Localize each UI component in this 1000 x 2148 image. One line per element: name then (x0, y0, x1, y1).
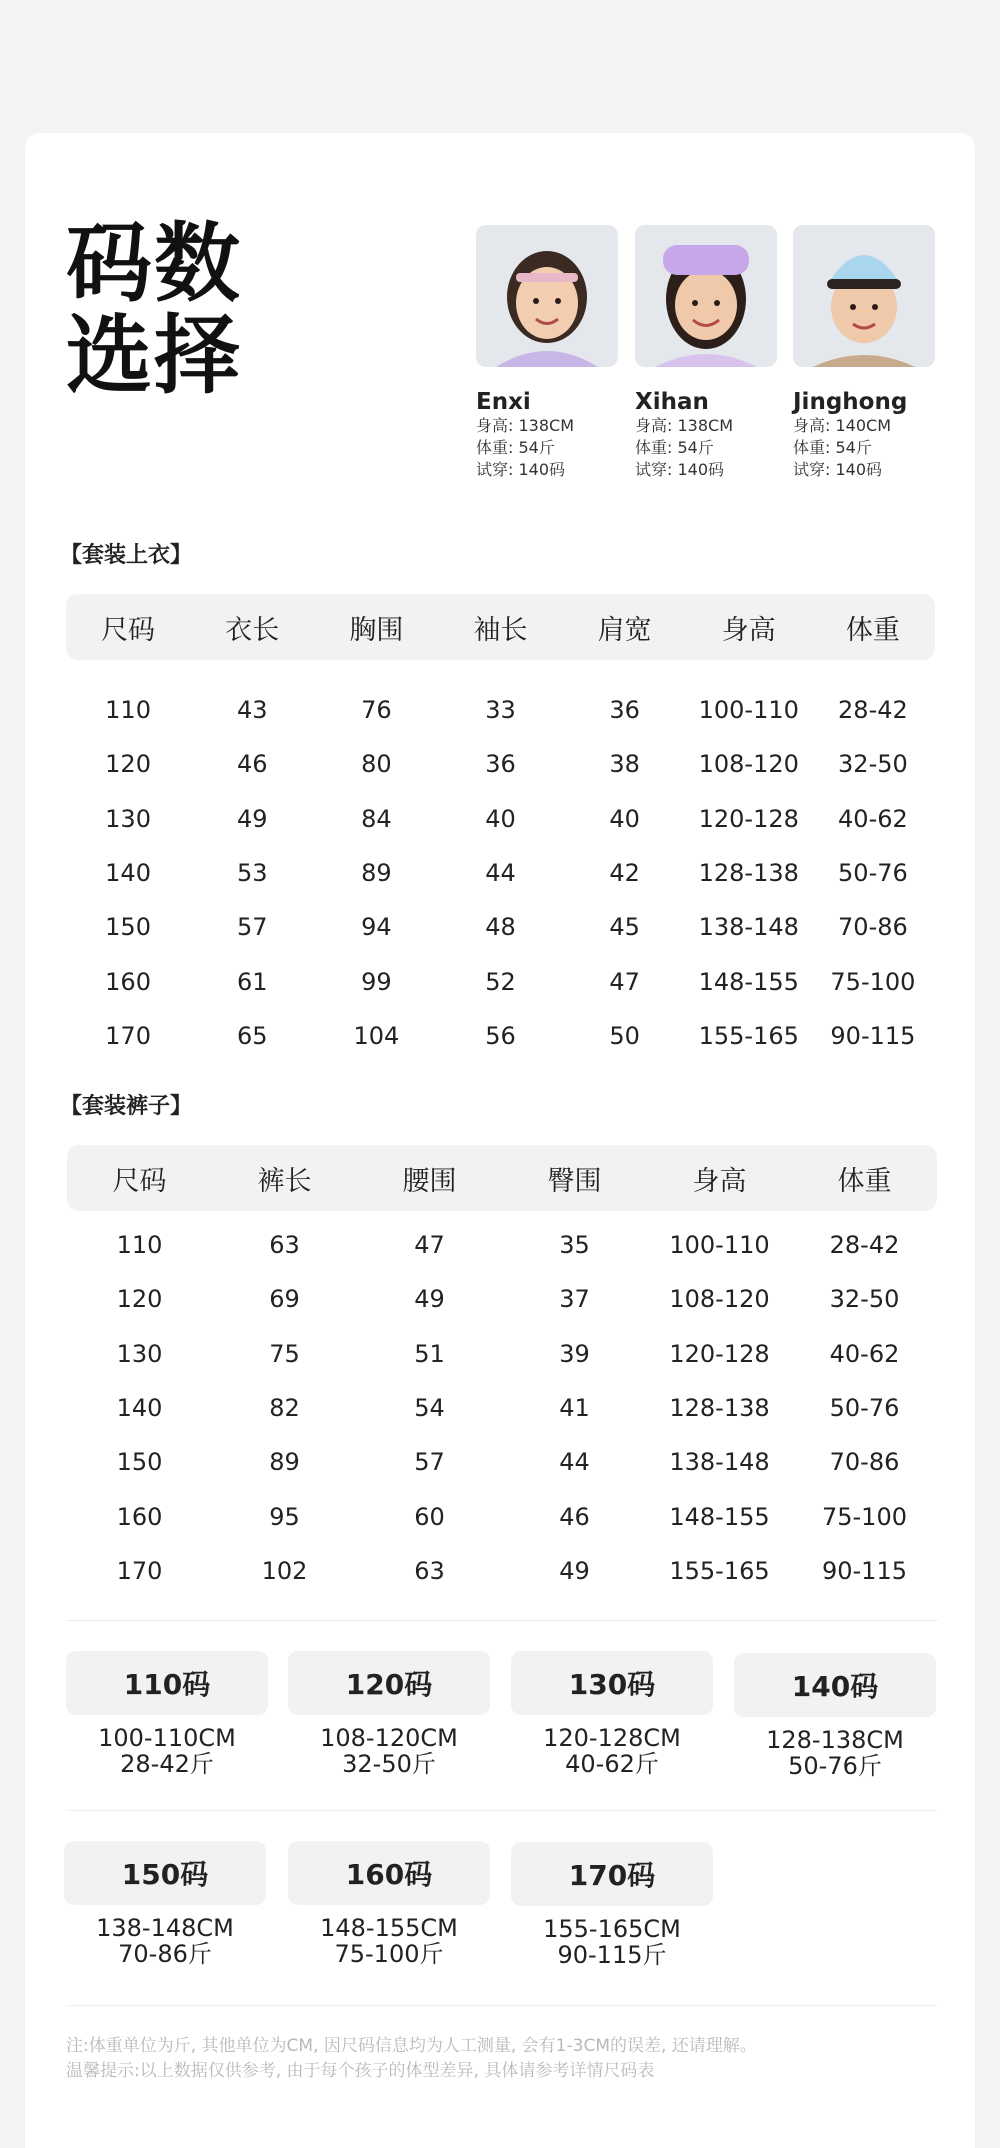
table-cell: 140 (105, 859, 151, 888)
model-list (0, 225, 1000, 485)
model-fit-size: 试穿: 140码 (793, 460, 883, 479)
model-card (793, 225, 935, 481)
table-cell: 40 (485, 804, 516, 833)
table-cell: 148-155 (698, 967, 799, 996)
column-header: 身高 (692, 1165, 747, 1197)
page-title: 码数 选择 (66, 214, 242, 406)
column-header: 体重 (837, 1165, 892, 1197)
table-cell: 49 (236, 804, 268, 833)
size-chip-label: 110码 (66, 1651, 268, 1715)
table-row (67, 1489, 937, 1543)
table-cell: 54 (414, 1394, 445, 1423)
size-chip (734, 1653, 936, 1779)
table-cell: 80 (361, 750, 392, 779)
tops-section-label: 【套装上衣】 (60, 543, 193, 568)
table-cell: 50-76 (838, 859, 908, 888)
column-header: 袖长 (473, 614, 528, 646)
size-chip-weight: 28-42斤 (120, 1750, 214, 1778)
table-cell: 140 (116, 1394, 163, 1423)
table-cell: 76 (361, 696, 392, 725)
table-cell: 89 (361, 859, 392, 888)
table-cell: 45 (609, 913, 640, 942)
size-chip-height: 128-138CM (766, 1726, 904, 1754)
table-cell: 84 (361, 804, 392, 833)
pants-section-label: 【套装裤子】 (60, 1094, 193, 1119)
table-row (66, 846, 935, 900)
size-chip-weight: 70-86斤 (118, 1940, 212, 1968)
table-cell: 28-42 (838, 696, 908, 725)
size-chip-label: 120码 (288, 1651, 490, 1715)
size-chip (511, 1842, 713, 1968)
table-cell: 160 (105, 967, 151, 996)
size-chip-label: 160码 (288, 1841, 490, 1905)
table-cell: 95 (269, 1502, 300, 1531)
table-cell: 170 (116, 1556, 163, 1585)
table-cell: 38 (609, 750, 640, 779)
note-units: 注:体重单位为斤, 其他单位为CM, 因尺码信息均为人工测量, 会有1-3CM的误差, 还请理解。 (66, 2036, 757, 2056)
table-cell: 110 (116, 1231, 163, 1260)
table-cell: 104 (353, 1021, 400, 1050)
table-cell: 160 (116, 1502, 163, 1531)
table-cell: 40 (609, 804, 640, 833)
table-row (66, 1009, 935, 1063)
table-cell: 170 (105, 1021, 151, 1050)
table-cell: 128-138 (698, 859, 799, 888)
model-card (635, 225, 777, 481)
table-cell: 99 (361, 967, 392, 996)
model-photo (793, 225, 935, 367)
model-name: Xihan (635, 389, 709, 415)
table-cell: 120-128 (669, 1339, 770, 1368)
table-row (67, 1327, 937, 1381)
table-cell: 36 (609, 696, 640, 725)
size-chip-height: 148-155CM (320, 1914, 458, 1942)
table-cell: 28-42 (829, 1231, 900, 1260)
table-cell: 50-76 (829, 1394, 900, 1423)
table-cell: 100-110 (669, 1231, 770, 1260)
table-cell: 94 (361, 913, 392, 942)
table-cell: 90-115 (830, 1021, 916, 1050)
table-cell: 120-128 (698, 804, 799, 833)
size-chip-label: 140码 (734, 1653, 936, 1717)
table-cell: 40-62 (838, 804, 908, 833)
size-chip (288, 1651, 490, 1777)
divider (66, 1620, 938, 1621)
size-chip (288, 1841, 490, 1967)
size-chip (64, 1841, 266, 1967)
table-cell: 50 (609, 1021, 640, 1050)
model-card (476, 225, 618, 481)
table-cell: 75-100 (821, 1502, 907, 1531)
size-chip-weight: 40-62斤 (565, 1750, 659, 1778)
table-cell: 138-148 (698, 913, 799, 942)
size-chip-height: 138-148CM (96, 1914, 234, 1942)
footnotes (66, 2034, 757, 2084)
column-header: 裤长 (257, 1165, 312, 1197)
table-cell: 52 (485, 967, 516, 996)
table-cell: 130 (105, 804, 151, 833)
table-row (67, 1544, 937, 1598)
table-row (67, 1435, 937, 1489)
table-cell: 75 (269, 1339, 300, 1368)
column-header: 尺码 (101, 614, 156, 646)
table-cell: 42 (609, 859, 640, 888)
model-photo (635, 225, 777, 367)
table-cell: 32-50 (829, 1285, 900, 1314)
table-cell: 89 (269, 1448, 300, 1477)
table-cell: 65 (236, 1021, 268, 1050)
size-chip-label: 170码 (511, 1842, 713, 1906)
table-cell: 102 (261, 1556, 308, 1585)
table-cell: 138-148 (669, 1448, 770, 1477)
table-cell: 40-62 (829, 1339, 900, 1368)
table-cell: 43 (236, 696, 268, 725)
size-chip-weight: 50-76斤 (788, 1752, 882, 1780)
table-cell: 150 (105, 913, 151, 942)
tops-table-body (66, 683, 935, 1063)
table-cell: 155-165 (669, 1556, 770, 1585)
size-chip (66, 1651, 268, 1777)
column-header: 尺码 (112, 1165, 167, 1197)
table-row (67, 1218, 937, 1272)
table-cell: 41 (559, 1394, 590, 1423)
table-cell: 90-115 (821, 1556, 907, 1585)
table-cell: 63 (269, 1231, 300, 1260)
table-cell: 128-138 (669, 1394, 770, 1423)
table-row (67, 1381, 937, 1435)
size-chip-height: 100-110CM (98, 1724, 236, 1752)
table-cell: 57 (414, 1448, 445, 1477)
table-cell: 110 (105, 696, 151, 725)
table-cell: 37 (559, 1285, 590, 1314)
model-weight: 体重: 54斤 (476, 438, 555, 457)
pants-table-body (67, 1218, 937, 1598)
column-header: 肩宽 (597, 614, 652, 646)
pants-table-header (67, 1145, 937, 1211)
table-cell: 63 (414, 1556, 445, 1585)
column-header: 腰围 (402, 1165, 457, 1197)
column-header: 臀围 (547, 1165, 602, 1197)
table-cell: 36 (485, 750, 516, 779)
model-photo (476, 225, 618, 367)
model-name: Jinghong (793, 389, 908, 415)
table-cell: 120 (105, 750, 151, 779)
model-weight: 体重: 54斤 (635, 438, 714, 457)
model-name: Enxi (476, 389, 531, 415)
table-cell: 35 (559, 1231, 590, 1260)
table-cell: 108-120 (669, 1285, 770, 1314)
model-fit-size: 试穿: 140码 (476, 460, 566, 479)
table-cell: 47 (609, 967, 640, 996)
table-cell: 70-86 (829, 1448, 900, 1477)
table-row (66, 900, 935, 954)
model-height: 身高: 140CM (793, 416, 891, 435)
table-row (66, 954, 935, 1008)
table-cell: 148-155 (669, 1502, 770, 1531)
divider (66, 1810, 938, 1811)
table-cell: 48 (485, 913, 516, 942)
table-cell: 120 (116, 1285, 163, 1314)
table-cell: 32-50 (838, 750, 908, 779)
table-cell: 47 (414, 1231, 445, 1260)
column-header: 衣长 (225, 614, 280, 646)
table-cell: 82 (269, 1394, 300, 1423)
size-chip-weight: 90-115斤 (557, 1941, 667, 1969)
table-cell: 53 (236, 859, 268, 888)
tops-table-header (66, 594, 935, 660)
table-cell: 51 (414, 1339, 445, 1368)
table-cell: 56 (485, 1021, 516, 1050)
size-chip-weight: 32-50斤 (342, 1750, 436, 1778)
divider (66, 2005, 938, 2006)
table-cell: 70-86 (838, 913, 908, 942)
table-cell: 108-120 (698, 750, 799, 779)
model-fit-size: 试穿: 140码 (635, 460, 725, 479)
table-cell: 130 (116, 1339, 163, 1368)
table-cell: 33 (485, 696, 516, 725)
column-header: 体重 (845, 614, 900, 646)
size-chip-weight: 75-100斤 (334, 1940, 444, 1968)
table-cell: 46 (236, 750, 268, 779)
table-cell: 57 (236, 913, 268, 942)
size-chip-height: 120-128CM (543, 1724, 681, 1752)
table-cell: 60 (414, 1502, 445, 1531)
model-weight: 体重: 54斤 (793, 438, 872, 457)
size-chip-label: 130码 (511, 1651, 713, 1715)
table-cell: 75-100 (830, 967, 916, 996)
table-cell: 150 (116, 1448, 163, 1477)
model-height: 身高: 138CM (476, 416, 574, 435)
table-cell: 49 (414, 1285, 445, 1314)
size-chip (511, 1651, 713, 1777)
size-chip-height: 108-120CM (320, 1724, 458, 1752)
table-cell: 155-165 (698, 1021, 799, 1050)
table-cell: 61 (236, 967, 268, 996)
table-row (66, 792, 935, 846)
table-cell: 100-110 (698, 696, 799, 725)
table-row (67, 1272, 937, 1326)
size-chip-height: 155-165CM (543, 1915, 681, 1943)
table-cell: 39 (559, 1339, 590, 1368)
table-cell: 46 (559, 1502, 590, 1531)
note-tip: 温馨提示:以上数据仅供参考, 由于每个孩子的体型差异, 具体请参考详情尺码表 (66, 2061, 655, 2081)
table-row (66, 737, 935, 791)
table-cell: 44 (485, 859, 516, 888)
size-chip-label: 150码 (64, 1841, 266, 1905)
table-cell: 49 (559, 1556, 590, 1585)
table-cell: 69 (269, 1285, 300, 1314)
column-header: 胸围 (349, 614, 404, 646)
table-row (66, 683, 935, 737)
model-height: 身高: 138CM (635, 416, 733, 435)
column-header: 身高 (721, 614, 776, 646)
table-cell: 44 (559, 1448, 590, 1477)
